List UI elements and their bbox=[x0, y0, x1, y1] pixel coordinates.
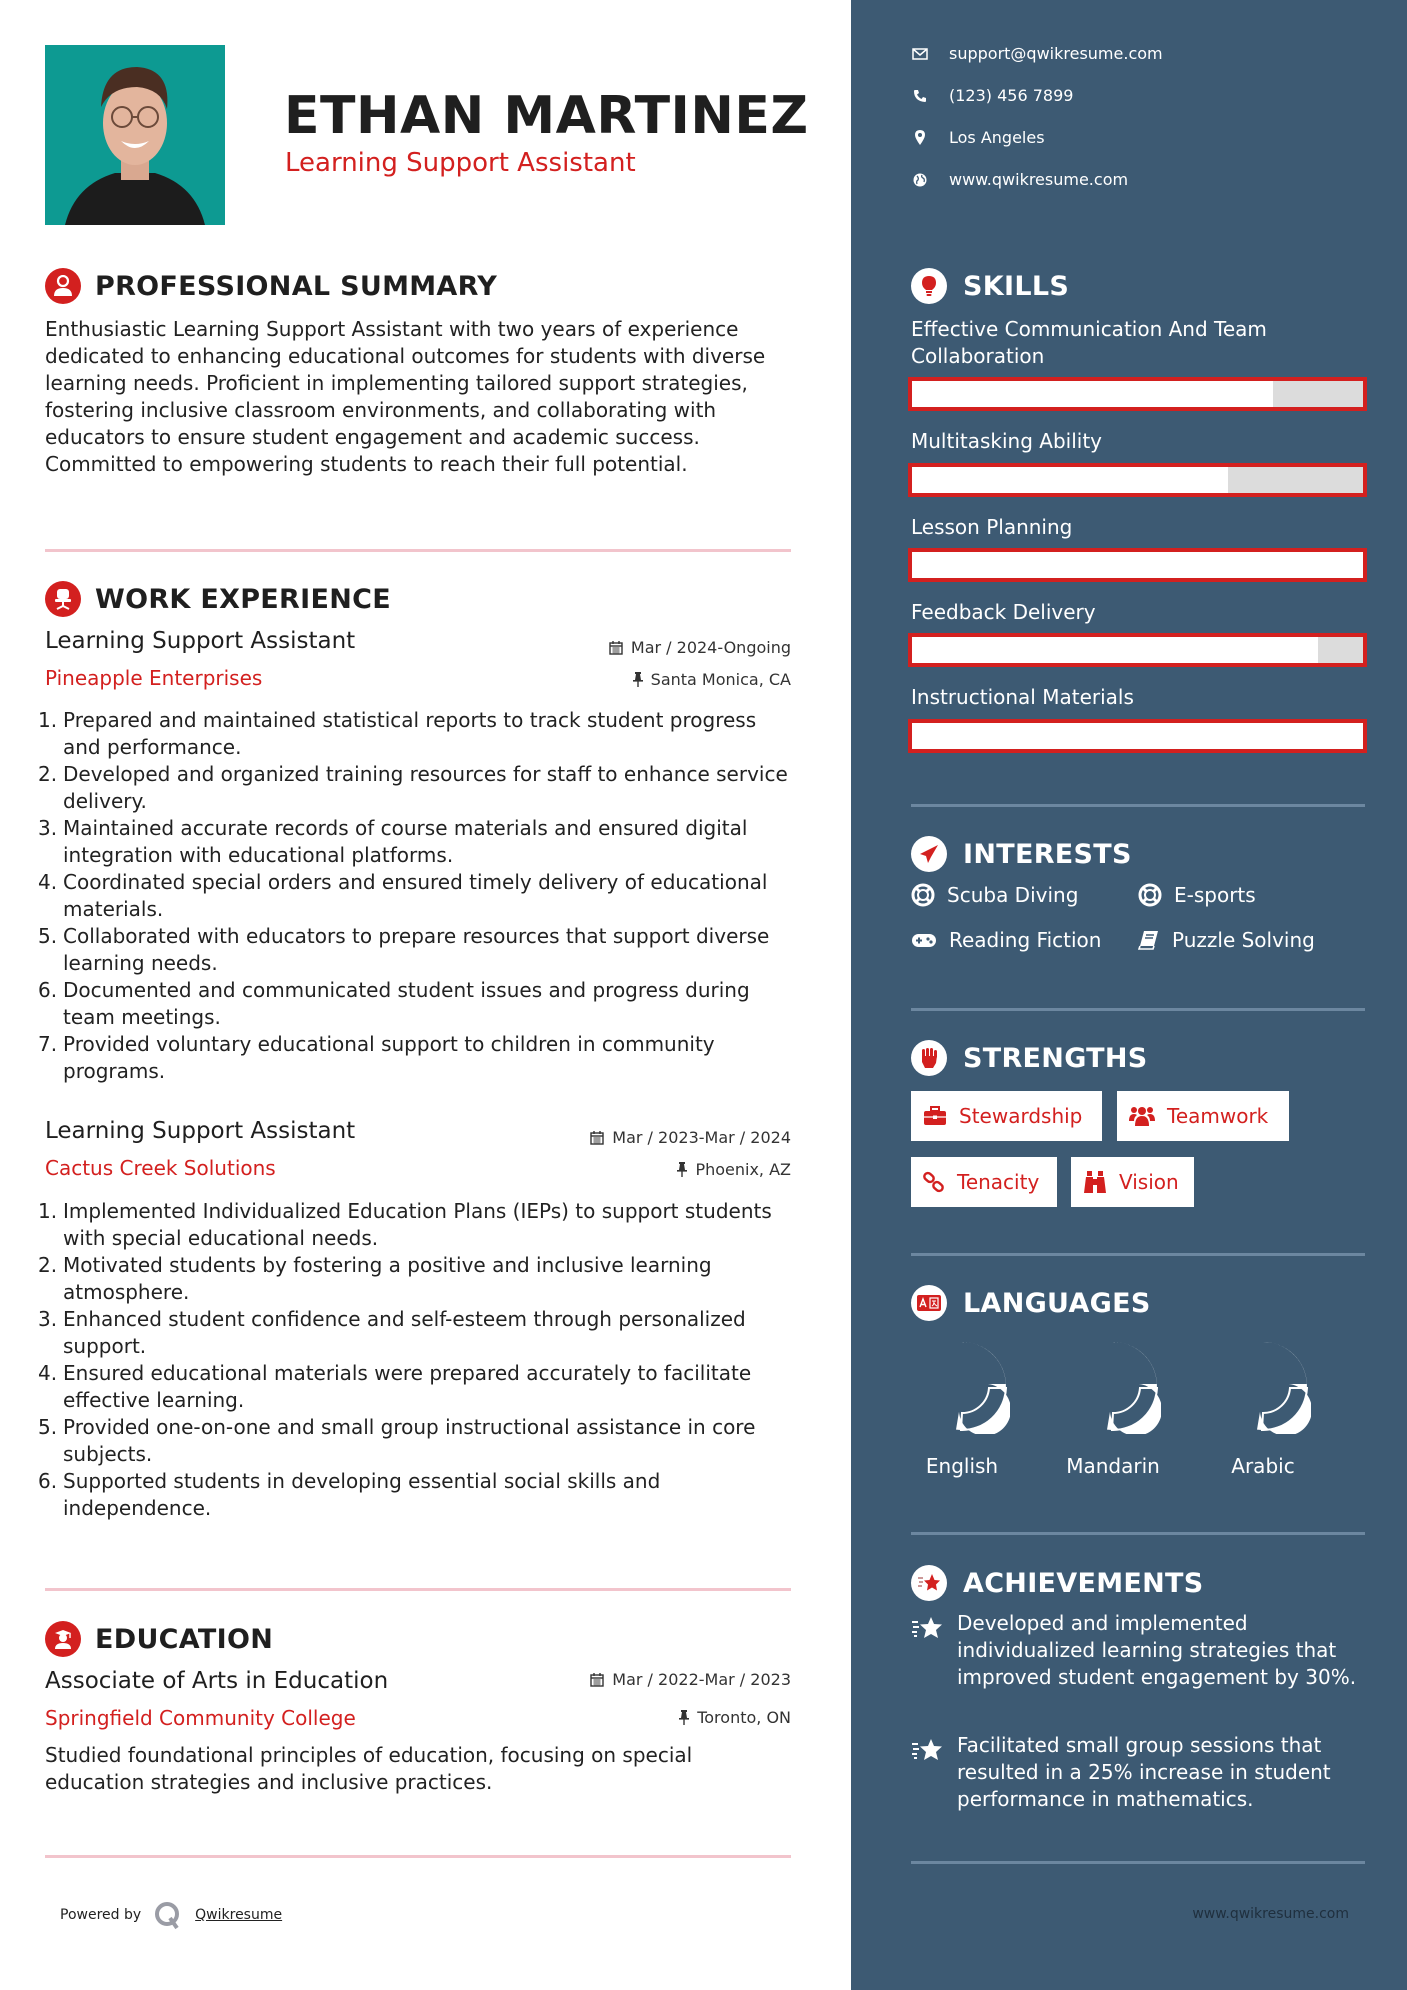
education-dates: Mar / 2022-Mar / 2023 bbox=[590, 1670, 791, 1689]
interest-item: Scuba Diving bbox=[911, 883, 1078, 907]
education-description: Studied foundational principles of education, focusing on special education strategies and inclusive practices. bbox=[45, 1743, 693, 1794]
graduate-icon bbox=[45, 1621, 81, 1657]
life-ring-icon bbox=[1138, 883, 1162, 907]
qwikresume-logo-icon bbox=[153, 1900, 183, 1930]
sidebar bbox=[851, 0, 1407, 1990]
language-item: Mandarin bbox=[1048, 1338, 1178, 1478]
list-item: 5. Collaborated with educators to prepare resources that support diverse learning needs. bbox=[38, 924, 770, 975]
skill-fill bbox=[912, 552, 1363, 578]
strength-badge: Stewardship bbox=[911, 1091, 1102, 1141]
pin-icon bbox=[679, 1710, 689, 1725]
map-marker-icon bbox=[911, 130, 929, 145]
company-name: Pineapple Enterprises bbox=[45, 666, 263, 690]
envelope-icon bbox=[911, 48, 929, 60]
interest-item: Puzzle Solving bbox=[1138, 928, 1315, 952]
powered-by: Powered by Qwikresume bbox=[60, 1900, 282, 1930]
job-dates: Mar / 2023-Mar / 2024 bbox=[590, 1128, 791, 1147]
skill-label: Effective Communication And Team Collaboration bbox=[911, 317, 1267, 368]
user-icon bbox=[45, 268, 81, 304]
binoculars-icon bbox=[1083, 1170, 1107, 1194]
contact-email[interactable]: support@qwikresume.com bbox=[911, 44, 1163, 63]
language-item: English bbox=[897, 1338, 1027, 1478]
calendar-icon bbox=[590, 1130, 604, 1145]
chair-icon bbox=[45, 581, 81, 617]
skill-label: Feedback Delivery bbox=[911, 600, 1096, 624]
skill-bar bbox=[908, 548, 1367, 582]
skill-label: Lesson Planning bbox=[911, 515, 1073, 539]
fist-icon bbox=[911, 1040, 947, 1076]
job-location: Santa Monica, CA bbox=[633, 670, 791, 689]
list-item: 6. Documented and communicated student issues and progress during team meetings. bbox=[38, 978, 750, 1029]
language-donut bbox=[914, 1338, 1010, 1434]
summary-heading bbox=[45, 268, 497, 304]
achievements-heading: ACHIEVEMENTS bbox=[911, 1565, 1204, 1601]
candidate-name: ETHAN MARTINEZ bbox=[284, 86, 809, 146]
list-item: 4. Ensured educational materials were prepared accurately to facilitate effective learning. bbox=[38, 1361, 752, 1412]
gamepad-icon bbox=[911, 931, 937, 949]
list-item: 7. Provided voluntary educational support to children in community programs. bbox=[38, 1032, 715, 1083]
contact-location: Los Angeles bbox=[911, 128, 1045, 147]
skill-bar bbox=[908, 633, 1367, 667]
section-divider bbox=[45, 1588, 791, 1591]
strengths-heading: STRENGTHS bbox=[911, 1040, 1148, 1076]
briefcase-icon bbox=[923, 1106, 947, 1126]
achievement-item: Developed and implemented individualized learning strategies that improved student engagement by 30%. bbox=[911, 1610, 1371, 1691]
experience-title: WORK EXPERIENCE bbox=[95, 583, 391, 615]
globe-icon bbox=[911, 173, 929, 187]
pin-icon bbox=[677, 1162, 687, 1177]
school-name: Springfield Community College bbox=[45, 1706, 356, 1730]
skill-fill bbox=[912, 637, 1318, 663]
job-title: Learning Support Assistant bbox=[45, 628, 356, 654]
calendar-icon bbox=[590, 1672, 604, 1687]
section-divider bbox=[911, 1532, 1365, 1535]
footer-website[interactable]: www.qwikresume.com bbox=[1192, 1906, 1349, 1922]
list-item: 3. Enhanced student confidence and self-esteem through personalized support. bbox=[38, 1307, 746, 1358]
link-icon bbox=[923, 1171, 945, 1193]
job-dates: Mar / 2024-Ongoing bbox=[609, 638, 791, 657]
language-item: Arabic bbox=[1198, 1338, 1328, 1478]
strength-badge: Teamwork bbox=[1117, 1091, 1289, 1141]
life-ring-icon bbox=[911, 883, 935, 907]
summary-title: PROFESSIONAL SUMMARY bbox=[95, 270, 498, 302]
book-icon bbox=[1138, 929, 1160, 951]
skill-bar bbox=[908, 463, 1367, 497]
summary-text: Enthusiastic Learning Support Assistant with two years of experience dedicated to enhancing educational outcomes for students with diverse learning needs. Proficient in implementing tailored support strategies, fostering inclusive classroom environments, and collaborating with educators to ensure student engagement and academic success. Committed to empowering students to reach their full potential. bbox=[45, 317, 766, 476]
list-item: 1. Implemented Individualized Education Plans (IEPs) to support students with special educational needs. bbox=[38, 1199, 772, 1250]
interests-heading: INTERESTS bbox=[911, 836, 1132, 872]
list-item: 6. Supported students in developing essential social skills and independence. bbox=[38, 1469, 661, 1520]
degree-title: Associate of Arts in Education bbox=[45, 1668, 389, 1694]
contact-website[interactable]: www.qwikresume.com bbox=[911, 170, 1128, 189]
phone-icon bbox=[911, 89, 929, 103]
job-title: Learning Support Assistant bbox=[45, 1118, 356, 1144]
skill-fill bbox=[912, 467, 1228, 493]
section-divider bbox=[45, 549, 791, 552]
section-divider bbox=[45, 1855, 791, 1858]
section-divider bbox=[911, 1861, 1365, 1864]
skills-heading: SKILLS bbox=[911, 268, 1069, 304]
candidate-title: Learning Support Assistant bbox=[285, 148, 636, 178]
strength-badge: Tenacity bbox=[911, 1157, 1057, 1207]
skill-bar bbox=[908, 719, 1367, 753]
interest-item: E-sports bbox=[1138, 883, 1256, 907]
contact-phone[interactable]: (123) 456 7899 bbox=[911, 86, 1073, 105]
calendar-icon bbox=[609, 640, 623, 655]
section-divider bbox=[911, 1253, 1365, 1256]
skill-label: Instructional Materials bbox=[911, 685, 1134, 709]
translate-icon bbox=[911, 1285, 947, 1321]
experience-heading bbox=[45, 581, 391, 617]
section-divider bbox=[911, 1008, 1365, 1011]
language-donut bbox=[1065, 1338, 1161, 1434]
skill-label: Multitasking Ability bbox=[911, 429, 1102, 453]
job-responsibilities bbox=[38, 707, 798, 1085]
list-item: 4. Coordinated special orders and ensured timely delivery of educational materials. bbox=[38, 870, 768, 921]
skill-bar bbox=[908, 377, 1367, 411]
list-item: 3. Maintained accurate records of course materials and ensured digital integration with educational platforms. bbox=[38, 816, 748, 867]
list-item: 2. Motivated students by fostering a positive and inclusive learning atmosphere. bbox=[38, 1253, 712, 1304]
education-heading bbox=[45, 1621, 273, 1657]
profile-photo bbox=[45, 45, 225, 225]
users-icon bbox=[1129, 1105, 1155, 1127]
shooting-star-icon bbox=[911, 1732, 943, 1813]
company-name: Cactus Creek Solutions bbox=[45, 1156, 276, 1180]
section-divider bbox=[911, 804, 1365, 807]
job-location: Phoenix, AZ bbox=[677, 1160, 791, 1179]
list-item: 2. Developed and organized training resources for staff to enhance service delivery. bbox=[38, 762, 788, 813]
education-location: Toronto, ON bbox=[679, 1708, 791, 1727]
skill-fill bbox=[912, 723, 1363, 749]
shooting-star-icon bbox=[911, 1565, 947, 1601]
list-item: 1. Prepared and maintained statistical reports to track student progress and performance. bbox=[38, 708, 757, 759]
education-title: EDUCATION bbox=[95, 1623, 274, 1655]
shooting-star-icon bbox=[911, 1610, 943, 1691]
job-responsibilities bbox=[38, 1198, 798, 1522]
skill-fill bbox=[912, 381, 1273, 407]
pin-icon bbox=[633, 672, 643, 687]
languages-heading: LANGUAGES bbox=[911, 1285, 1151, 1321]
lightbulb-icon bbox=[911, 268, 947, 304]
language-donut bbox=[1215, 1338, 1311, 1434]
strength-badge: Vision bbox=[1071, 1157, 1194, 1207]
paper-plane-icon bbox=[911, 836, 947, 872]
achievement-item: Facilitated small group sessions that resulted in a 25% increase in student performance in mathematics. bbox=[911, 1732, 1371, 1813]
interest-item: Reading Fiction bbox=[911, 928, 1101, 952]
qwikresume-link[interactable]: Qwikresume bbox=[195, 1907, 283, 1923]
list-item: 5. Provided one-on-one and small group instructional assistance in core subjects. bbox=[38, 1415, 756, 1466]
